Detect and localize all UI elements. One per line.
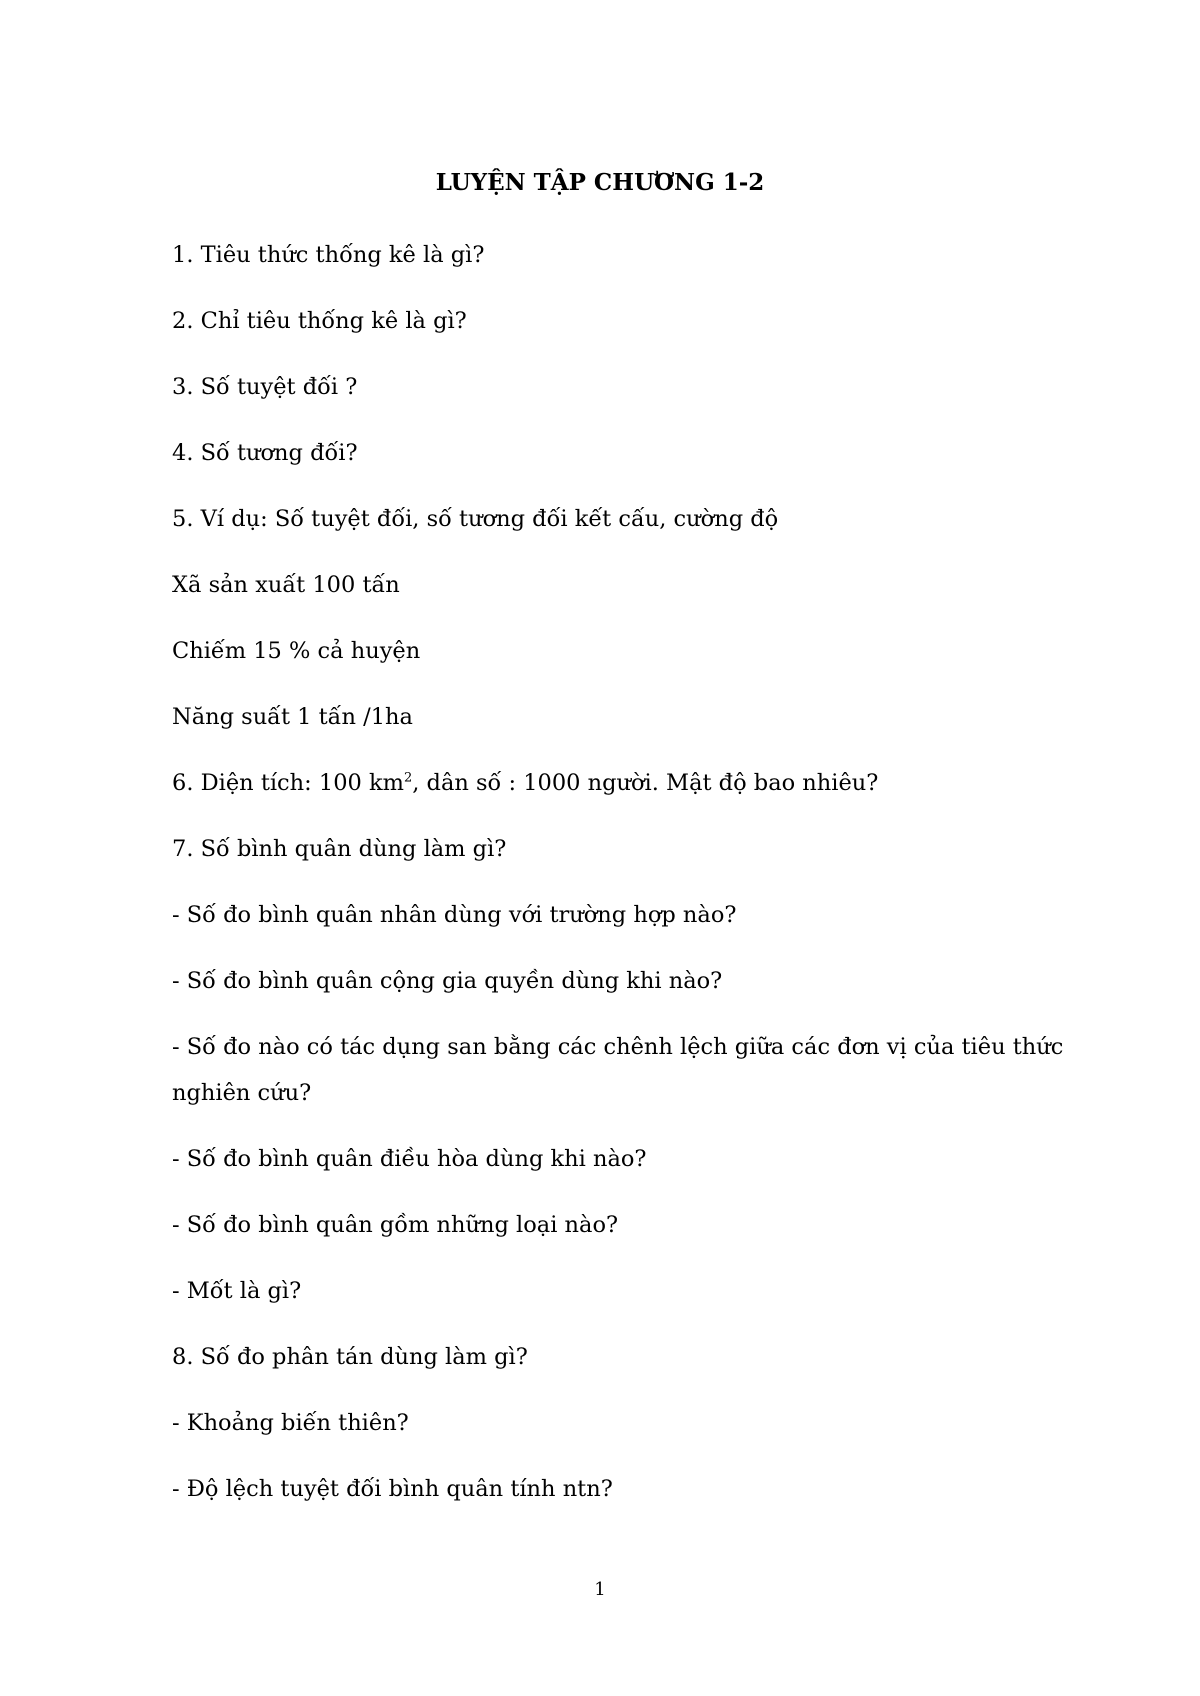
sub-question-weighted-mean: - Số đo bình quân cộng gia quyền dùng khi nào? [172, 968, 723, 994]
example-line-share: Chiếm 15 % cả huyện [172, 638, 421, 664]
sub-question-range: - Khoảng biến thiên? [172, 1410, 409, 1436]
page-title: LUYỆN TẬP CHƯƠNG 1-2 [435, 169, 765, 196]
question-6-before: 6. Diện tích: 100 km [172, 770, 404, 796]
question-2: 2. Chỉ tiêu thống kê là gì? [172, 308, 467, 334]
question-6 [172, 768, 878, 798]
sub-question-smoothing-cont: nghiên cứu? [172, 1080, 312, 1106]
question-1: 1. Tiêu thức thống kê là gì? [172, 242, 485, 268]
sub-question-harmonic-mean: - Số đo bình quân điều hòa dùng khi nào? [172, 1146, 647, 1172]
question-7: 7. Số bình quân dùng làm gì? [172, 836, 507, 862]
sub-question-mean-types: - Số đo bình quân gồm những loại nào? [172, 1212, 619, 1238]
question-8: 8. Số đo phân tán dùng làm gì? [172, 1344, 528, 1370]
question-5: 5. Ví dụ: Số tuyệt đối, số tương đối kết cấu, cường độ [172, 506, 779, 532]
superscript-2: 2 [403, 770, 413, 786]
question-3: 3. Số tuyệt đối ? [172, 374, 358, 400]
sub-question-mode: - Mốt là gì? [172, 1278, 302, 1304]
example-line-production: Xã sản xuất 100 tấn [172, 572, 400, 598]
page-number: 1 [594, 1579, 606, 1600]
example-line-yield: Năng suất 1 tấn /1ha [172, 704, 413, 730]
sub-question-mean-deviation: - Độ lệch tuyệt đối bình quân tính ntn? [172, 1476, 613, 1502]
question-6-after: , dân số : 1000 người. Mật độ bao nhiêu? [412, 770, 879, 796]
sub-question-geometric-mean: - Số đo bình quân nhân dùng với trường hợp nào? [172, 902, 737, 928]
question-4: 4. Số tương đối? [172, 440, 358, 466]
sub-question-smoothing: - Số đo nào có tác dụng san bằng các chênh lệch giữa các đơn vị của tiêu thức [172, 1034, 1064, 1060]
